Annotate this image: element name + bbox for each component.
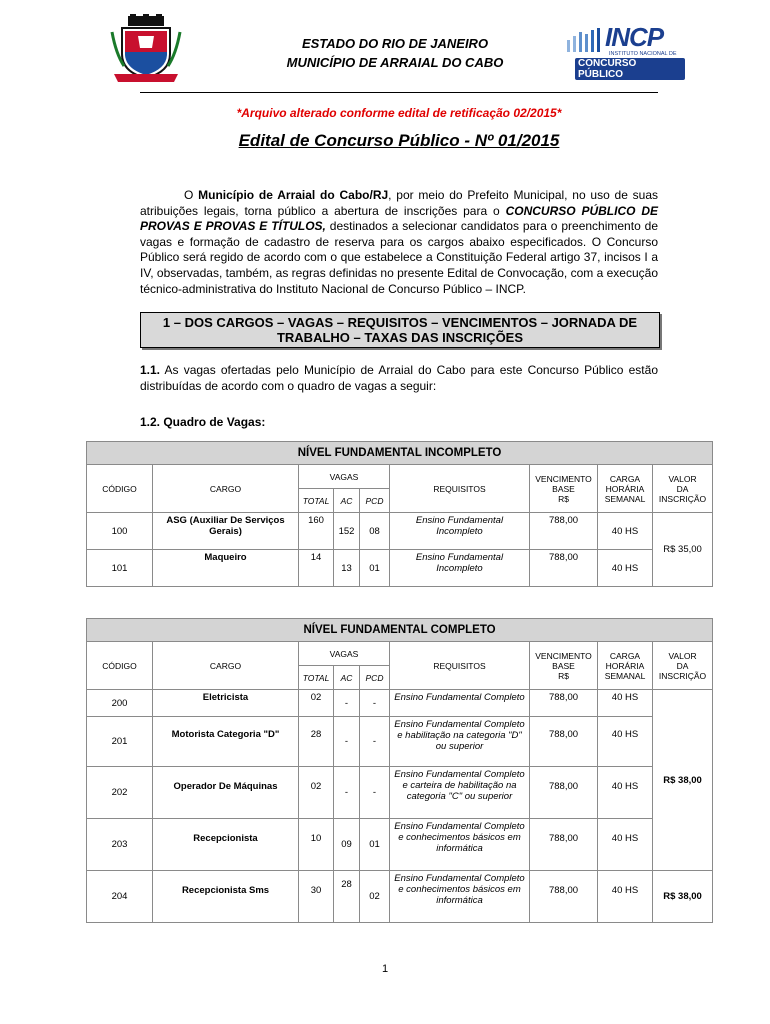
cell-carga: 40 HS <box>598 690 653 717</box>
table-row <box>87 871 713 923</box>
cell-valor: R$ 38,00 <box>653 690 713 871</box>
cell-cargo: Eletricista <box>153 690 299 717</box>
cell-cargo: Recepcionista <box>153 819 299 871</box>
cell-pcd: 02 <box>360 871 390 923</box>
cell-carga: 40 HS <box>598 550 653 587</box>
table-row <box>87 690 713 717</box>
cell-total: 02 <box>299 690 334 717</box>
header-divider <box>140 92 658 93</box>
municipal-crest-icon <box>108 14 184 84</box>
cell-requisitos: Ensino Fundamental Incompleto <box>390 513 530 550</box>
col-total: TOTAL <box>299 489 334 513</box>
page-number: 1 <box>381 963 389 975</box>
table-row <box>87 819 713 871</box>
cell-codigo: 203 <box>87 819 153 871</box>
cell-codigo: 100 <box>87 513 153 550</box>
cell-total: 28 <box>299 717 334 767</box>
col-cargo: CARGO <box>153 465 299 513</box>
incp-bars-icon <box>565 26 605 56</box>
cell-cargo: Operador De Máquinas <box>153 767 299 819</box>
cell-vencimento: 788,00 <box>530 871 598 923</box>
cell-carga: 40 HS <box>598 871 653 923</box>
table-row <box>87 513 713 550</box>
col-vagas: VAGAS <box>299 465 390 489</box>
col-ac: AC <box>334 489 360 513</box>
table-title: NÍVEL FUNDAMENTAL INCOMPLETO <box>87 442 713 465</box>
cell-total: 14 <box>299 550 334 587</box>
incp-logo-sub1: INSTITUTO NACIONAL DE <box>609 51 677 57</box>
cell-carga: 40 HS <box>598 819 653 871</box>
col-carga: CARGA HORÁRIA SEMANAL <box>598 465 653 513</box>
cell-requisitos: Ensino Fundamental Completo <box>390 690 530 717</box>
cell-codigo: 200 <box>87 690 153 717</box>
header-municipality: MUNICÍPIO DE ARRAIAL DO CABO <box>286 55 504 70</box>
cell-pcd: - <box>360 717 390 767</box>
section-heading: 1 – DOS CARGOS – VAGAS – REQUISITOS – VENCIMENTOS – JORNADA DE TRABALHO – TAXAS DAS INSCRIÇÕES <box>140 312 660 348</box>
col-requisitos: REQUISITOS <box>390 465 530 513</box>
cell-valor: R$ 35,00 <box>653 513 713 587</box>
cell-codigo: 202 <box>87 767 153 819</box>
cell-requisitos: Ensino Fundamental Completo e conhecimentos básicos em informática <box>390 871 530 923</box>
col-ac: AC <box>334 666 360 690</box>
table-row <box>87 550 713 587</box>
cell-vencimento: 788,00 <box>530 513 598 550</box>
cell-codigo: 201 <box>87 717 153 767</box>
cell-vencimento: 788,00 <box>530 819 598 871</box>
table-fundamental-completo <box>86 618 713 923</box>
cell-carga: 40 HS <box>598 717 653 767</box>
cell-cargo: ASG (Auxiliar De Serviços Gerais) <box>153 513 299 550</box>
retification-notice: *Arquivo alterado conforme edital de retificação 02/2015* <box>236 106 562 120</box>
col-vencimento: VENCIMENTO BASE R$ <box>530 642 598 690</box>
cell-ac: 13 <box>334 550 360 587</box>
col-valor: VALOR DA INSCRIÇÃO <box>653 642 713 690</box>
cell-vencimento: 788,00 <box>530 717 598 767</box>
cell-cargo: Motorista Categoria "D" <box>153 717 299 767</box>
col-pcd: PCD <box>360 666 390 690</box>
cell-total: 10 <box>299 819 334 871</box>
cell-ac: - <box>334 767 360 819</box>
col-vencimento: VENCIMENTO BASE R$ <box>530 465 598 513</box>
cell-codigo: 204 <box>87 871 153 923</box>
table-row <box>87 767 713 819</box>
cell-total: 160 <box>299 513 334 550</box>
paragraph-1-1: 1.1. As vagas ofertadas pelo Município de Arraial do Cabo para este Concurso Público estão distribuídas de acordo com o quadro de vagas a seguir: <box>140 363 658 393</box>
cell-vencimento: 788,00 <box>530 690 598 717</box>
cell-carga: 40 HS <box>598 513 653 550</box>
col-requisitos: REQUISITOS <box>390 642 530 690</box>
cell-ac: 152 <box>334 513 360 550</box>
col-vagas: VAGAS <box>299 642 390 666</box>
cell-pcd: 01 <box>360 550 390 587</box>
cell-requisitos: Ensino Fundamental Completo e habilitação na categoria "D" ou superior <box>390 717 530 767</box>
cell-ac: 28 <box>334 871 360 923</box>
intro-paragraph: O Município de Arraial do Cabo/RJ, por meio do Prefeito Municipal, no uso de suas atribuições legais, torna público a abertura de inscrições para o CONCURSO PÚBLICO DE PROVAS E PROVAS E TÍTULOS, destinados a selecionar candidatos para o preenchimento de vagas e formação de cadastro de reserva para os cargos abaixo especificados. O Concurso Público será regido de acordo com o que estabelece a Constituição Federal artigo 37, incisos I a IV, observadas, também, as regras definidas no presente Edital de Convocação, com a execução técnico-administrativa do Instituto Nacional de Concurso Público – INCP. <box>140 188 659 296</box>
cell-requisitos: Ensino Fundamental Completo e carteira de habilitação na categoria "C" ou superior <box>390 767 530 819</box>
cell-codigo: 101 <box>87 550 153 587</box>
cell-total: 30 <box>299 871 334 923</box>
incp-logo <box>565 22 685 80</box>
cell-requisitos: Ensino Fundamental Completo e conhecimentos básicos em informática <box>390 819 530 871</box>
header-state: ESTADO DO RIO DE JANEIRO <box>301 36 489 51</box>
col-codigo: CÓDIGO <box>87 465 153 513</box>
table-fundamental-incompleto <box>86 441 713 587</box>
paragraph-1-2: 1.2. Quadro de Vagas: <box>140 415 266 429</box>
col-total: TOTAL <box>299 666 334 690</box>
cell-cargo: Recepcionista Sms <box>153 871 299 923</box>
cell-pcd: 01 <box>360 819 390 871</box>
cell-pcd: - <box>360 690 390 717</box>
cell-total: 02 <box>299 767 334 819</box>
document-title: Edital de Concurso Público - Nº 01/2015 <box>238 131 560 150</box>
cell-valor: R$ 38,00 <box>653 871 713 923</box>
cell-ac: 09 <box>334 819 360 871</box>
col-cargo: CARGO <box>153 642 299 690</box>
col-pcd: PCD <box>360 489 390 513</box>
col-valor: VALOR DA INSCRIÇÃO <box>653 465 713 513</box>
cell-pcd: - <box>360 767 390 819</box>
cell-vencimento: 788,00 <box>530 767 598 819</box>
incp-logo-sub2: CONCURSO PÚBLICO <box>575 58 685 80</box>
cell-carga: 40 HS <box>598 767 653 819</box>
cell-ac: - <box>334 690 360 717</box>
cell-requisitos: Ensino Fundamental Incompleto <box>390 550 530 587</box>
cell-cargo: Maqueiro <box>153 550 299 587</box>
col-codigo: CÓDIGO <box>87 642 153 690</box>
col-carga: CARGA HORÁRIA SEMANAL <box>598 642 653 690</box>
table-row <box>87 717 713 767</box>
table-title: NÍVEL FUNDAMENTAL COMPLETO <box>87 619 713 642</box>
cell-vencimento: 788,00 <box>530 550 598 587</box>
cell-pcd: 08 <box>360 513 390 550</box>
cell-ac: - <box>334 717 360 767</box>
incp-logo-text: INCP <box>605 22 664 52</box>
